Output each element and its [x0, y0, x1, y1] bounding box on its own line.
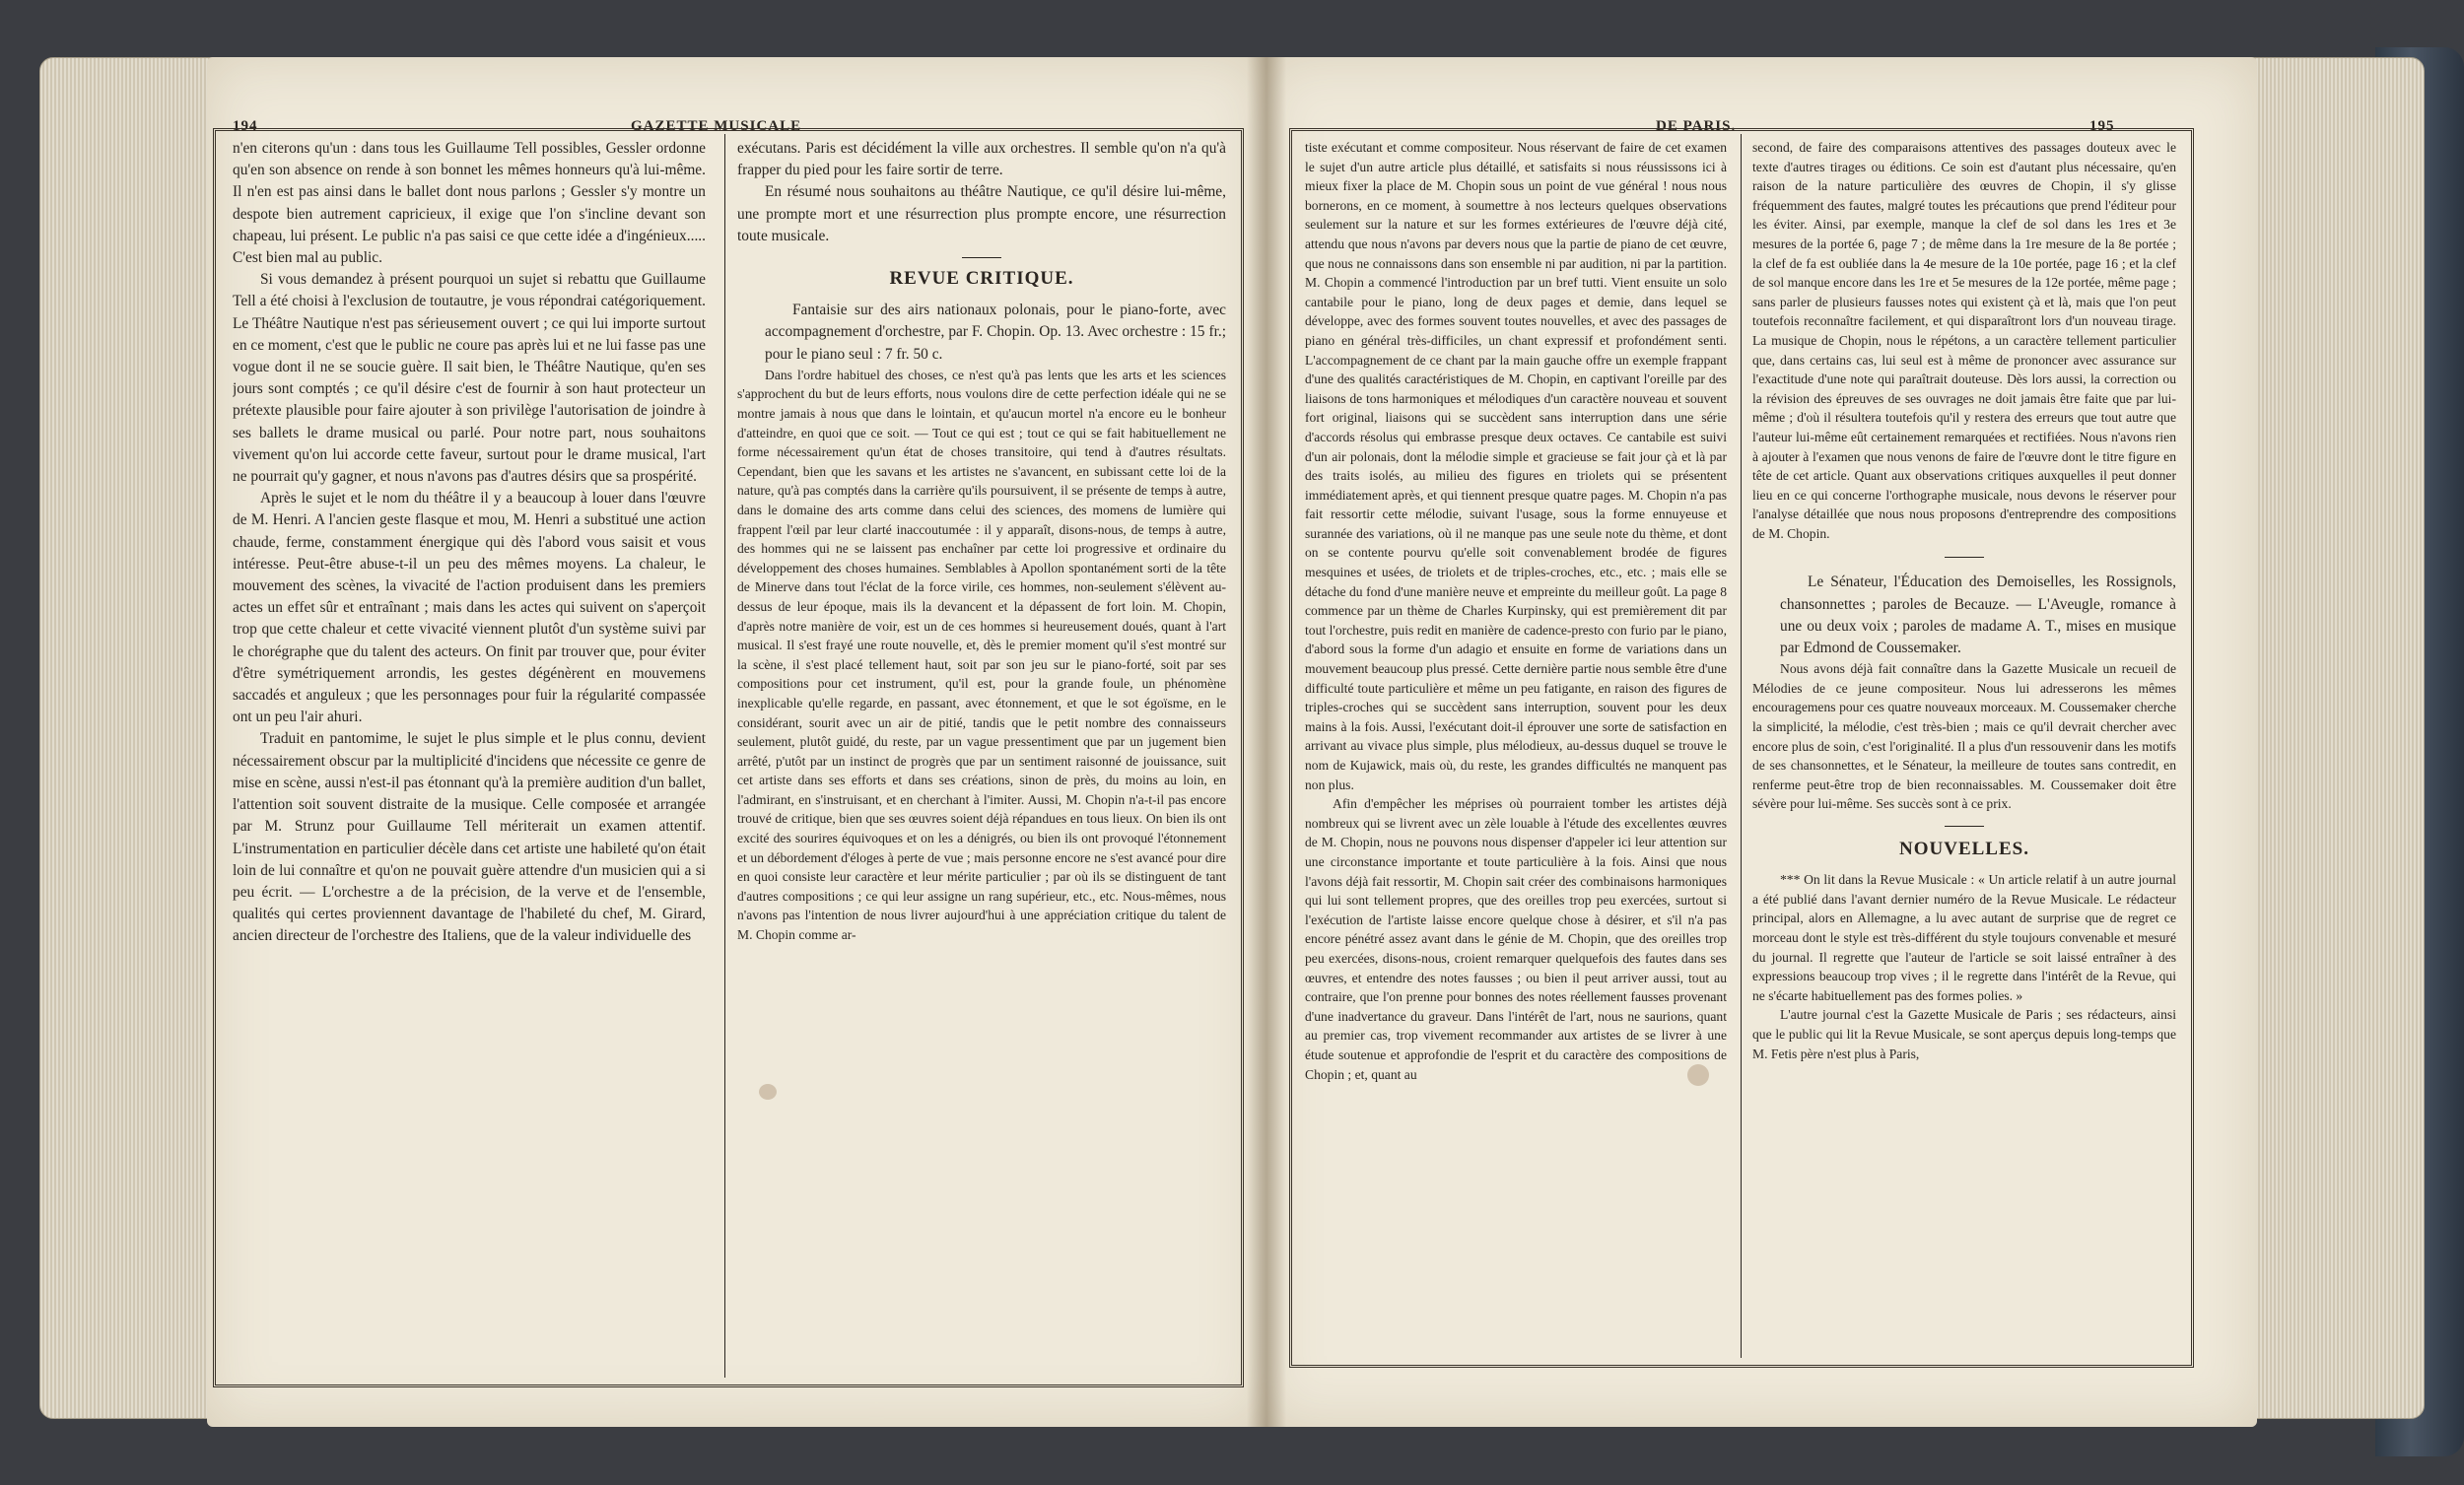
- paragraph: Après le sujet et le nom du théâtre il y a beaucoup à louer dans l'œuvre de M. Henri. A l'ancien geste flasque et mou, M. Henri a substitué une action chaude, ferme, constamment énergique qui dès l'abord vous saisit et vous intéresse. Peut-être abuse-t-il un peu des mêmes moyens. La chaleur, le mouvement des scènes, la vivacité de l'action produisent dans les premiers actes un effet sûr et entraînant ; mais dans les actes qui suivent on s'aperçoit trop que cette chaleur et cette vivacité viennent plutôt d'un système suivi par le chorégraphe que du talent des acteurs. On finit par trouver que, pour éviter d'être symétriquement arrondis, les gestes dégénèrent en mouvemens saccadés et anguleux ; que les personnages pour fuir la régularité compassée ont un peu l'air ahuri.: [233, 490, 706, 726]
- paragraph: Nous avons déjà fait connaître dans la Gazette Musicale un recueil de Mélodies de ce jeune compositeur. Nous lui adresserons les mêmes encouragemens pour ces quatre nouveaux morceaux. M. Coussemaker cherche la simplicité, la mélodie, c'est très-bien ; mais ce qu'il devrait chercher avec encore plus de soin, c'est l'originalité. Il a plus d'un ressouvenir dans les motifs de ses chansonnettes, et le Sénateur, la meilleure de toutes sans contredit, en renferme peut-être trop de bien reconnaissables. M. Coussemaker doit être sévère pour lui-même. Ses succès sont à ce prix.: [1752, 661, 2176, 812]
- page-edges-left: [39, 57, 214, 1419]
- left-page-number: 194: [233, 118, 258, 134]
- paragraph: Afin d'empêcher les méprises où pourraient tomber les artistes déjà nombreux qui se livrent avec un zèle louable à l'étude des excellentes œuvres de M. Chopin, nous ne pouvons nous dispenser d'appeler ici leur attention sur une circonstance importante et toute particulière à la fois. Ainsi que nous l'avons déjà fait ressortir, M. Chopin sait créer des combinaisons harmoniques qui lui sont tellement propres, que des oreilles trop peu exercées, surtout si l'exécution de l'artiste laisse encore quelque chose à désirer, et s'il n'a pas encore pénétré assez avant dans le génie de M. Chopin, que des oreilles trop peu exercées, disons-nous, croient remarquer quelquefois des fautes dans ses œuvres, et entendre des notes fausses ; ou bien il peut arriver aussi, tout au contraire, que l'on prenne pour bonnes des notes réellement fausses provenant d'une inadvertance du graveur. Dans l'intérêt de l'art, nous ne saurions, quant au premier cas, trop vivement recommander aux artistes de se livrer à une étude soutenue et approfondie de l'esprit et du caractère des compositions de Chopin ; et, quant au: [1305, 796, 1727, 1082]
- left-column-divider: [724, 134, 725, 1378]
- paragraph: Traduit en pantomime, le sujet le plus simple et le plus connu, devient nécessairement obscur par la multiplicité d'incidens que nécessite ce genre de mise en scène, aussi n'est-il pas étonnant qu'à la première audition d'un ballet, l'attention soit souvent distraite de la musique. Celle composée et arrangée par M. Strunz pour Guillaume Tell mériterait un examen attentif. L'instrumentation en particulier décèle dans cet artiste une habileté qu'on était loin de lui connaître et qu'on ne pouvait guère attendre d'un musicien qui a si peu écrit. — L'orchestre a de la précision, de la verve et de l'ensemble, qualités qui certes proviennent davantage de l'habileté du chef, M. Girard, ancien directeur de l'orchestre des Italiens, que de la valeur individuelle des: [233, 730, 706, 945]
- left-column-1: [233, 138, 706, 1370]
- paragraph: En résumé nous souhaitons au théâtre Nautique, ce qu'il désire lui-même, une prompte mort et une résurrection plus prompte encore, une résurrection toute musicale.: [737, 183, 1226, 244]
- paragraph: Dans l'ordre habituel des choses, ce n'est qu'à pas lents que les arts et les sciences s'approchent du but de leurs efforts, nous voulons dire de cette perfection idéale qui ne se montre jamais à nous que dans le lointain, et qu'aucun mortel n'a encore eu le bonheur d'atteindre, en quoi que ce soit. — Tout ce qui est ; tout ce qui se fait habituellement ne forme nécessairement qu'un état de choses transitoire, qui tend à d'autres résultats. Cependant, bien que les savans et les artistes ne s'avancent, en subissant cette loi de la nature, qu'à pas comptés dans la carrière qu'ils poursuivent, il se présente de temps à autre, dans le domaine des arts comme dans celui des sciences, des momens de lumière qui frappent l'œil par leur clarté inaccoutumée : il y apparaît, disons-nous, de temps à autre, des hommes qui ne se laissent pas enchaîner par cette loi progressive et ordinaire du développement des choses humaines. Semblables à Apollon spontanément sorti de la tête de Minerve dans tout l'éclat de la force virile, ces hommes, non-seulement s'élèvent au-dessus de leur époque, mais ils la devancent et la dépassent de fort loin. M. Chopin, d'après notre manière de voir, est un de ces hommes si heureusement doués, quant à l'art musical. Il s'est frayé une route nouvelle, et, dès le premier moment qu'il s'est montré sur la scène, il s'est placé tellement haut, soit par son jeu sur le piano-forté, soit par ses compositions pour cet instrument, qu'il est, pour la grande foule, un phénomène inexplicable qu'elle regarde, en passant, avec étonnement, et que le sot égoïsme, en le considérant, sourit avec un air de pitié, tandis que le petit nombre des connaisseurs seulement, plutôt guidé, du reste, par un vague pressentiment que par un jugement bien arrêté, p'utôt par un instinct de progrès que par un sentiment raisonné de jouissance, suit cet artiste dans ses efforts et dans ses créations, sinon de près, du moins au loin, en l'admirant, en s'instruisant, et en cherchant à l'imiter. Aussi, M. Chopin n'a-t-il pas encore trouvé de critique, bien que ses œuvres soient déjà répandues en tous lieux. On bien ils ont excité des sourires équivoques et on les a dénigrés, ou bien ils ont provoqué l'étonnement et un débordement d'éloges à perte de vue ; mais personne encore ne s'est avancé pour dire en quoi consiste leur caractère et leur mérite particulier ; par où ils se distinguent de tant d'autres compositions ; ce qui leur assigne un rang supérieur, etc., etc. Nous-mêmes, nous n'avons pas l'intention de nous livrer aujourd'hui à une appréciation critique du talent de M. Chopin comme ar-: [737, 367, 1226, 943]
- paragraph: *** On lit dans la Revue Musicale : « Un article relatif à un autre journal a été publié dans l'avant dernier numéro de la Revue Musicale. Le rédacteur principal, alors en Allemagne, a lu avec autant de surprise que de regret ce morceau dont le style est très-différent du style toujours convenable et mesuré du journal. Il regrette que l'auteur de l'article se soit laissé entraîner à des expressions beaucoup trop vives ; il le regrette dans l'intérêt de la Revue, qui ne s'écarte habituellement pas des formes polies. »: [1752, 872, 2176, 1003]
- paragraph: second, de faire des comparaisons attentives des passages douteux avec le texte d'autres tirages ou éditions. Ce soin est d'autant plus nécessaire, qu'en raison de la nature particulière des œuvres de Chopin, il s'y glisse fréquemment des fautes, malgré toutes les précautions que prend l'éditeur pour les éviter. Ainsi, par exemple, manque la clef de sol dans les 1res et 3e mesures de la portée 6, page 7 ; de même dans la 1re mesure de la 8e portée ; la clef de fa est oubliée dans la 4e mesure de la 10e portée, page 16 ; et la clef de sol manque encore dans les 1re et 5e mesures de la 12e portée, même page ; sans parler de plusieurs fausses notes qui existent çà et là, mais que l'on peut toutefois reconnaître facilement, et qui disparaîtront lors d'un nouveau tirage. La musique de Chopin, nous le répétons, a un caractère tellement particulier que, dans certains cas, lui seul est à même de prononcer avec assurance sur l'exactitude d'une note qui paraîtrait douteuse. Dès lors aussi, la correction ou la révision des épreuves de ses ouvrages ne doit jamais être faite que par lui-même ; d'où il résultera toutefois qu'il y restera des erreurs que tout autre que l'auteur lui-même eût certainement remarquées et rectifiées. Nous n'avons rien à ajouter à l'examen que nous venons de faire de l'œuvre dont le titre figure en tête de cet article. Quant aux observations critiques auxquelles il peut donner lieu en ce qui concerne l'orthographe musicale, nous devons le réserver pour l'analyse détaillée que nous nous proposons d'entreprendre des compositions de M. Chopin.: [1752, 140, 2176, 541]
- right-running-head: DE PARIS.: [1656, 118, 1737, 134]
- revue-critique-title: REVUE CRITIQUE.: [889, 268, 1074, 290]
- nouvelles-title: NOUVELLES.: [1899, 839, 2029, 860]
- paragraph: tiste exécutant et comme compositeur. Nous réservant de faire de cet examen le sujet d'un autre article plus détaillé, et satisfaits si nous réussissons ici à mieux fixer la place de M. Chopin sous un point de vue général ! nous nous bornerons, en ce moment, à soumettre à nos lecteurs quelques observations seulement sur la nature et sur les formes extérieures de l'œuvre déjà cité, attendu que nous n'avons par devers nous que la partie de piano de cet œuvre, que nous ne connaissons dans son ensemble ni par audition, ni par la partition. M. Chopin a commencé l'introduction par un bref tutti. Vient ensuite un solo cantabile pour le piano, long de deux pages et demie, dans lequel se développe, avec des formes souvent toutes nouvelles, et avec des passages de piano en général très-difficiles, un chant expressif et profondément senti. L'accompagnement de ce chant par la main gauche offre un exemple frappant d'une des qualités caractéristiques de M. Chopin, en captivant l'oreille par des liaisons de tons harmoniques et mélodiques d'un caractère nouveau et souvent fort original, liaisons qui se succèdent sans interruption dans une série d'accords résolus qui embrasse presque deux octaves. Ce cantabile est suivi d'un air polonais, dont la mélodie simple et gracieuse se fait jour çà et là par des traits isolés, au milieu des figures en triolets qui se présentent immédiatement après, et qui tiennent presque quatre pages. M. Chopin n'a pas fait ressortir cette mélodie, suivant l'usage, sous la forme ennuyeuse et surannée des variations, où il ne manque pas une seule note du thème, et dont on se contente pourvu qu'elle soit convenablement brodée de figures mesquines et usées, de triolets et de triples-croches, etc., etc. ; mais elle se détache du fond d'une manière neuve et empreinte du meilleur goût. La page 8 commence par un thème de Charles Kurpinsky, qui est premièrement dit par tout l'orchestre, puis redit en manière de cadence-presto con furio par le piano, d'abord sous la forme d'un adagio et ensuite en forme de variations dans un mouvement beaucoup plus pressé. Cette dernière partie nous semble être d'une difficulté toute particulière et même un peu fatigante, en raison des figures de triples-croches qui se succèdent sans interruption, souvent pour les deux mains à la fois. Aussi, l'exécutant doit-il éprouver une sorte de satisfaction en arrivant au vivace plus simple, plus mélodieux, au-dessus duquel se trouve le nom de Kujawick, mais où, du reste, les grandes difficultés ne manquent pas non plus.: [1305, 140, 1727, 792]
- open-book: [39, 37, 2425, 1437]
- book-gutter: [1247, 57, 1286, 1427]
- section-separator: [1945, 557, 1984, 558]
- paragraph: L'autre journal c'est la Gazette Musicale de Paris ; ses rédacteurs, ainsi que le public qui lit la Revue Musicale, se sont aperçus depuis long-temps que M. Fetis père n'est plus à Paris,: [1752, 1007, 2176, 1061]
- left-running-head: GAZETTE MUSICALE: [631, 118, 802, 134]
- right-column-1: [1305, 138, 1727, 1356]
- second-review-heading: Le Sénateur, l'Éducation des Demoiselles, les Rossignols, chansonnettes ; paroles de Becauze. — L'Aveugle, romance à une ou deux voix ; paroles de madame A. T., mises en musique par Edmond de Coussemaker.: [1780, 574, 2176, 657]
- left-column-2: [737, 138, 1226, 1370]
- page-edges-right: [2235, 57, 2425, 1419]
- review-heading: Fantaisie sur des airs nationaux polonais, pour le piano-forte, avec accompagnement d'orchestre, par F. Chopin. Op. 13. Avec orchestre : 15 fr.; pour le piano seul : 7 fr. 50 c.: [765, 302, 1226, 363]
- right-column-divider: [1741, 134, 1742, 1358]
- paragraph: n'en citerons qu'un : dans tous les Guillaume Tell possibles, Gessler ordonne qu'en son absence on rende à son bonnet les mêmes honneurs qu'à lui-même. Il n'en est pas ainsi dans le ballet dont nous parlons ; Gessler s'y montre un despote bien autrement capricieux, il exige que l'on s'incline devant son chapeau, lui présent. Le public n'a pas saisi ce que cette idée a d'ingénieux..... C'est bien mal au public.: [233, 140, 706, 267]
- ink-stain: [1687, 1064, 1709, 1086]
- paragraph: Si vous demandez à présent pourquoi un sujet si rebattu que Guillaume Tell a été choisi à l'exclusion de toutautre, je vous répondrai catégoriquement. Le Théâtre Nautique n'est pas sérieusement ouvert ; ce qui lui importe surtout en ce moment, c'est que le public ne coure pas après lui et ne lui fasse pas une vogue dont il ne se soucie guère. Il sait bien, le Théâtre Nautique, qu'en ses jours sont comptés ; ce qu'il désire c'est de fournir à son haut protecteur un prétexte plausible pour faire ajouter à son privilège l'autorisation de joindre à ses ballets le drame musical ou parlé. Pour notre part, nous souhaitons vivement qu'on lui accorde cette faveur, surtout pour le drame musical, l'art ne pourrait qu'y gagner, et nous n'avons pas d'autres désirs que sa prospérité.: [233, 271, 706, 486]
- section-separator: [962, 257, 1001, 258]
- paragraph: exécutans. Paris est décidément la ville aux orchestres. Il semble qu'on n'a qu'à frapper du pied pour les faire sortir de terre.: [737, 140, 1226, 179]
- right-page-number: 195: [2089, 118, 2115, 134]
- section-separator: [1945, 826, 1984, 827]
- ink-stain: [759, 1084, 777, 1100]
- right-column-2: [1752, 138, 2176, 1356]
